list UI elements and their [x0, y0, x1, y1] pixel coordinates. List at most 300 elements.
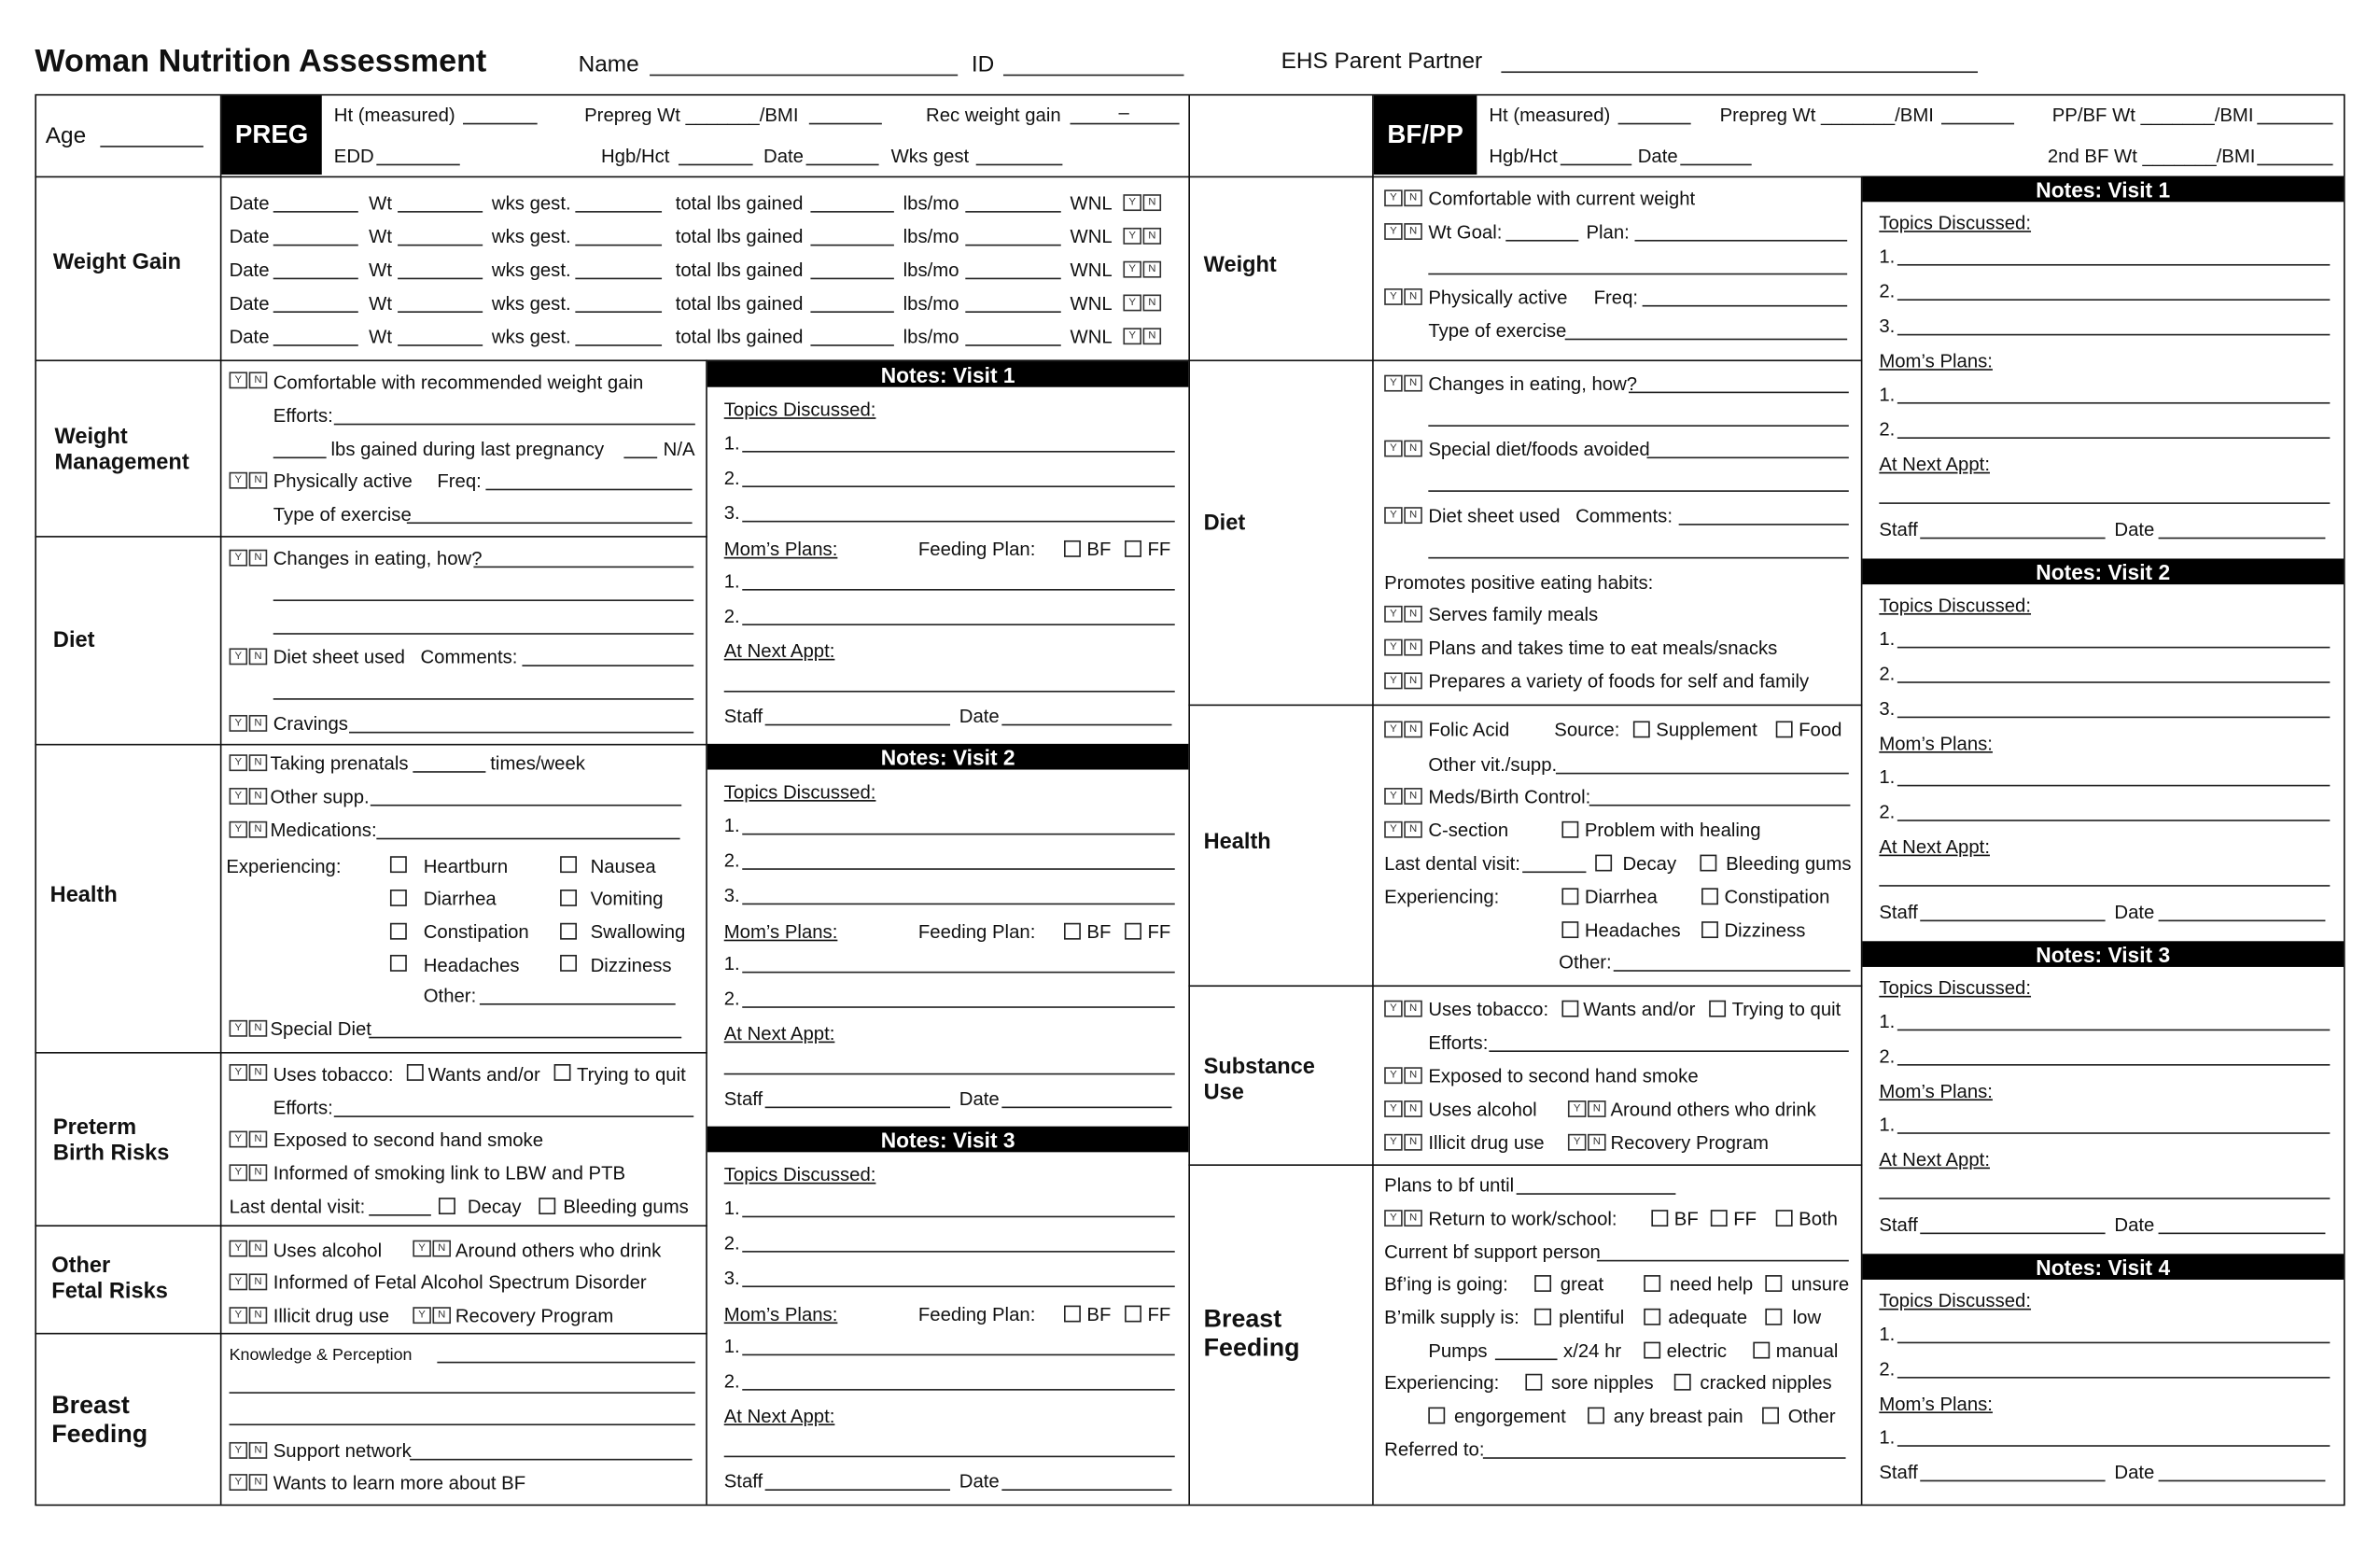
b-needhelp-label: need help: [1669, 1273, 1754, 1296]
yn-toggle[interactable]: Y N: [230, 1273, 269, 1290]
yn-toggle[interactable]: Y N: [1384, 1210, 1423, 1227]
rh-csection-label: C-section: [1428, 820, 1509, 841]
yn-toggle[interactable]: Y N: [230, 1241, 269, 1257]
yn-toggle[interactable]: Y N: [1384, 639, 1423, 656]
preg-prepreg-label: Prepreg Wt _______/BMI: [584, 105, 799, 126]
wg-lbsmo-label: lbs/mo: [903, 292, 959, 315]
b-adequate-label: adequate: [1668, 1307, 1748, 1328]
line-number: 1.: [1879, 766, 1896, 789]
bf-prepreg-label: Prepreg Wt _______/BMI: [1719, 105, 1934, 126]
rh-folic-label: Folic Acid: [1428, 719, 1510, 741]
wg-lbsmo-field[interactable]: [965, 245, 1060, 246]
wg-total-field[interactable]: [810, 245, 893, 246]
note-line[interactable]: [1897, 647, 2330, 649]
h-dizziness-label: Dizziness: [590, 954, 672, 976]
yn-toggle[interactable]: Y N: [230, 648, 269, 665]
h-prenatals-label: Taking prenatals: [270, 752, 409, 775]
date-label: Date: [2114, 519, 2155, 540]
yn-toggle[interactable]: Y N: [1384, 223, 1423, 240]
name-field[interactable]: [650, 75, 958, 77]
yn-toggle[interactable]: Y N: [230, 821, 269, 838]
bf-ht-label: Ht (measured): [1489, 105, 1611, 126]
preg-tag: PREG: [221, 95, 321, 175]
w-active-label: Physically active: [1428, 287, 1568, 309]
partner-label: EHS Parent Partner: [1281, 49, 1483, 75]
preg-edd-label: EDD: [333, 146, 374, 167]
date-field[interactable]: [1001, 1107, 1171, 1109]
of-illicit-label: Illicit drug use: [273, 1305, 390, 1327]
checkbox[interactable]: [1534, 1275, 1551, 1292]
next-appt-label: At Next Appt:: [1879, 454, 1990, 476]
rh-dental-label: Last dental visit:: [1384, 852, 1520, 875]
checkbox[interactable]: [1561, 921, 1578, 938]
wg-date-field[interactable]: [273, 344, 358, 346]
wg-date-label: Date: [229, 326, 270, 348]
rh-dizziness-label: Dizziness: [1724, 919, 1806, 942]
note-line[interactable]: [1897, 717, 2330, 719]
yn-toggle[interactable]: Y N: [413, 1307, 452, 1324]
checkbox[interactable]: [1644, 1342, 1660, 1359]
bf-knowledge-label: Knowledge & Perception: [229, 1346, 413, 1366]
line-number: 1.: [723, 1198, 740, 1219]
topics-label: Topics Discussed:: [1879, 977, 2032, 1000]
wg-wt-field[interactable]: [398, 211, 483, 213]
checkbox[interactable]: [1525, 1374, 1542, 1391]
wg-date-label: Date: [229, 226, 270, 248]
next-appt-label: At Next Appt:: [1879, 836, 1990, 858]
next-appt-line[interactable]: [1879, 885, 2330, 887]
staff-field[interactable]: [1920, 920, 2105, 922]
wg-date-field[interactable]: [273, 245, 358, 246]
staff-field[interactable]: [765, 1489, 950, 1491]
yn-toggle[interactable]: Y N: [230, 1064, 269, 1081]
h-meds-label: Medications:: [270, 820, 377, 841]
yn-toggle[interactable]: Y N: [230, 1131, 269, 1148]
wg-total-field[interactable]: [810, 311, 893, 313]
wm-efforts-field[interactable]: [334, 424, 695, 426]
checkbox[interactable]: [560, 955, 577, 972]
wg-total-label: total lbs gained: [675, 326, 804, 348]
checkbox[interactable]: [1428, 1408, 1445, 1424]
checkbox[interactable]: [1561, 888, 1578, 904]
line-number: 2.: [723, 605, 740, 627]
yn-toggle[interactable]: Y N: [1384, 606, 1423, 623]
b-great-label: great: [1560, 1273, 1604, 1296]
yn-toggle[interactable]: Y N: [1384, 821, 1423, 838]
d-serves-label: Serves family meals: [1428, 604, 1599, 626]
bf-2ndbf-label: 2nd BF Wt _______/BMI: [2047, 146, 2256, 167]
note-line[interactable]: [742, 904, 1174, 905]
topics-label: Topics Discussed:: [1879, 1290, 2032, 1312]
checkbox[interactable]: [1064, 540, 1081, 557]
pb-dental-label: Last dental visit:: [229, 1196, 366, 1218]
yn-toggle[interactable]: Y N: [230, 1442, 269, 1459]
rh-food-label: Food: [1799, 719, 1842, 741]
preg-date-label: Date: [763, 146, 804, 167]
b-low-label: low: [1792, 1307, 1822, 1328]
checkbox[interactable]: [1561, 1001, 1578, 1017]
note-line[interactable]: [1897, 299, 2330, 301]
checkbox[interactable]: [554, 1064, 571, 1081]
checkbox[interactable]: [1765, 1309, 1782, 1325]
checkbox[interactable]: [1588, 1408, 1604, 1424]
yn-toggle[interactable]: Y N: [1384, 672, 1423, 689]
section-breast-right: Breast Feeding: [1203, 1305, 1300, 1362]
wg-wks-label: wks gest.: [491, 326, 571, 348]
yn-toggle[interactable]: Y N: [1384, 788, 1423, 805]
yn-toggle[interactable]: Y N: [230, 371, 269, 388]
wg-wt-label: Wt: [369, 192, 393, 215]
note-line[interactable]: [1897, 264, 2330, 266]
checkbox[interactable]: [407, 1064, 424, 1081]
rh-constipation-label: Constipation: [1724, 886, 1830, 908]
h-nausea-label: Nausea: [590, 856, 656, 877]
next-appt-line[interactable]: [1879, 1198, 2330, 1199]
s-alcohol-label: Uses alcohol: [1428, 1099, 1537, 1121]
checkbox[interactable]: [1700, 855, 1716, 872]
feeding-plan-label: Feeding Plan:: [917, 921, 1036, 943]
note-line[interactable]: [742, 868, 1174, 870]
checkbox[interactable]: [1776, 721, 1793, 737]
yn-toggle[interactable]: Y N: [1123, 294, 1162, 311]
wg-total-label: total lbs gained: [675, 292, 804, 315]
checkbox[interactable]: [1595, 855, 1612, 872]
yn-toggle[interactable]: Y N: [230, 550, 269, 567]
wg-total-label: total lbs gained: [675, 192, 804, 215]
yn-toggle[interactable]: Y N: [1384, 1001, 1423, 1017]
plan-line[interactable]: [742, 589, 1174, 591]
w-goal-label: Wt Goal:: [1428, 221, 1503, 244]
plan-line[interactable]: [742, 1389, 1174, 1391]
note-line[interactable]: [742, 1216, 1174, 1218]
section-diet-right: Diet: [1203, 512, 1246, 537]
line-number: 3.: [723, 885, 740, 906]
wg-total-field[interactable]: [810, 278, 893, 280]
plan-line[interactable]: [1897, 402, 2330, 404]
note-line[interactable]: [742, 1251, 1174, 1253]
wg-date-field[interactable]: [273, 311, 358, 313]
pb-informed-label: Informed of smoking link to LBW and PTB: [273, 1162, 626, 1185]
yn-toggle[interactable]: Y N: [1123, 261, 1162, 278]
section-preterm: Preterm Birth Risks: [52, 1115, 170, 1166]
section-weight-management: Weight Management: [54, 425, 189, 476]
staff-label: Staff: [723, 706, 763, 727]
yn-toggle[interactable]: Y N: [1384, 1134, 1423, 1151]
d-prepares-label: Prepares a variety of foods for self and family: [1428, 670, 1810, 693]
topics-label: Topics Discussed:: [723, 1164, 876, 1186]
pb-wants-label: Wants and/or: [427, 1064, 540, 1086]
line-number: 1.: [1879, 1324, 1896, 1345]
wm-comfortable-label: Comfortable with recommended weight gain: [273, 371, 644, 394]
b-experiencing-label: Experiencing:: [1384, 1372, 1500, 1394]
yn-toggle[interactable]: Y N: [1384, 288, 1423, 305]
rh-experiencing-label: Experiencing:: [1384, 886, 1500, 908]
wg-lbsmo-field[interactable]: [965, 278, 1060, 280]
checkbox[interactable]: [560, 856, 577, 873]
plan-line[interactable]: [742, 624, 1174, 625]
checkbox[interactable]: [390, 856, 407, 873]
checkbox[interactable]: [390, 923, 407, 940]
form-title: Woman Nutrition Assessment: [35, 44, 487, 79]
checkbox[interactable]: [1753, 1342, 1770, 1359]
date-field[interactable]: [2159, 1480, 2326, 1482]
date-label: Date: [959, 706, 1000, 727]
b-ff-label: FF: [1733, 1208, 1757, 1230]
line-number: 3.: [1879, 315, 1896, 338]
yn-toggle[interactable]: Y N: [1384, 441, 1423, 457]
diet-sheet-label: Diet sheet used: [273, 646, 405, 668]
wg-wt-label: Wt: [369, 259, 393, 281]
of-fasd-label: Informed of Fetal Alcohol Spectrum Disorder: [273, 1271, 647, 1294]
line-number: 2.: [1879, 280, 1896, 302]
next-appt-line[interactable]: [1879, 502, 2330, 504]
id-label: ID: [971, 51, 995, 77]
wg-wks-field[interactable]: [575, 344, 662, 346]
w-type-label: Type of exercise: [1428, 320, 1567, 342]
of-recovery-label: Recovery Program: [455, 1305, 614, 1327]
checkbox[interactable]: [560, 923, 577, 940]
checkbox[interactable]: [390, 955, 407, 972]
note-line[interactable]: [742, 521, 1174, 523]
preg-ht-label: Ht (measured): [333, 105, 455, 126]
staff-field[interactable]: [765, 1107, 950, 1109]
checkbox[interactable]: [1561, 821, 1578, 838]
wg-wt-field[interactable]: [398, 245, 483, 246]
note-line[interactable]: [1897, 1342, 2330, 1344]
yn-toggle[interactable]: Y N: [230, 1164, 269, 1181]
b-both-label: Both: [1799, 1208, 1838, 1230]
line-number: 1.: [1879, 245, 1896, 268]
section-health-right: Health: [1203, 830, 1271, 855]
checkbox[interactable]: [1674, 1374, 1691, 1391]
checkbox[interactable]: [1125, 540, 1141, 557]
note-line[interactable]: [1897, 1377, 2330, 1379]
moms-plans-label: Mom’s Plans:: [1879, 350, 1993, 372]
section-other-fetal: Other Fetal Risks: [51, 1254, 168, 1304]
age-field[interactable]: [100, 146, 203, 147]
checkbox[interactable]: [1776, 1210, 1793, 1227]
wg-wt-field[interactable]: [398, 278, 483, 280]
checkbox[interactable]: [1064, 1306, 1081, 1323]
yn-toggle[interactable]: Y N: [1384, 721, 1423, 737]
staff-field[interactable]: [1920, 1480, 2105, 1482]
line-number: 2.: [1879, 1045, 1896, 1068]
wg-lbsmo-label: lbs/mo: [903, 326, 959, 348]
date-label: Date: [959, 1470, 1000, 1493]
note-line[interactable]: [1897, 334, 2330, 336]
next-appt-line[interactable]: [724, 691, 1175, 693]
yn-toggle[interactable]: Y N: [230, 715, 269, 732]
date-label: Date: [2114, 1462, 2155, 1483]
checkbox[interactable]: [1651, 1210, 1668, 1227]
wg-wks-field[interactable]: [575, 211, 662, 213]
date-field[interactable]: [2159, 1233, 2326, 1235]
staff-label: Staff: [723, 1470, 763, 1493]
s-wants-label: Wants and/or: [1583, 999, 1696, 1020]
pb-smoke-label: Exposed to second hand smoke: [273, 1128, 544, 1151]
plan-line[interactable]: [742, 1006, 1174, 1008]
note-line[interactable]: [742, 451, 1174, 453]
yn-toggle[interactable]: Y N: [1568, 1100, 1607, 1117]
d-plans-label: Plans and takes time to eat meals/snacks: [1428, 638, 1778, 659]
wg-wt-field[interactable]: [398, 344, 483, 346]
plan-line[interactable]: [742, 1354, 1174, 1356]
plan-line[interactable]: [742, 972, 1174, 974]
yn-toggle[interactable]: Y N: [1384, 375, 1423, 392]
rh-othervit-label: Other vit./supp.: [1428, 754, 1558, 777]
checkbox[interactable]: [1633, 721, 1650, 737]
b-manual-label: manual: [1775, 1339, 1839, 1362]
checkbox[interactable]: [1125, 923, 1141, 940]
d-changes-label: Changes in eating, how?: [1428, 373, 1638, 395]
wg-lbsmo-field[interactable]: [965, 211, 1060, 213]
checkbox[interactable]: [1709, 1001, 1726, 1017]
line-number: 3.: [723, 1267, 740, 1289]
date-field[interactable]: [1001, 724, 1171, 726]
notes-visit-band: Notes: Visit 2: [1862, 558, 2344, 584]
checkbox[interactable]: [1534, 1309, 1551, 1325]
yn-toggle[interactable]: Y N: [1123, 328, 1162, 344]
yn-toggle[interactable]: Y N: [1384, 1067, 1423, 1084]
note-line[interactable]: [742, 485, 1174, 487]
yn-toggle[interactable]: Y N: [230, 1020, 269, 1037]
partner-field[interactable]: [1501, 71, 1978, 73]
line-number: 2.: [723, 1232, 740, 1255]
wg-lbsmo-label: lbs/mo: [903, 259, 959, 281]
plan-line[interactable]: [1897, 785, 2330, 787]
staff-label: Staff: [1879, 902, 1918, 923]
date-field[interactable]: [2159, 920, 2326, 922]
checkbox[interactable]: [1125, 1306, 1141, 1323]
wg-wks-label: wks gest.: [491, 259, 571, 281]
checkbox[interactable]: [1701, 921, 1718, 938]
next-appt-line[interactable]: [724, 1456, 1175, 1458]
note-line[interactable]: [1897, 1064, 2330, 1066]
moms-plans-label: Mom’s Plans:: [1879, 1080, 1993, 1102]
feeding-ff-label: FF: [1147, 539, 1171, 561]
staff-field[interactable]: [765, 724, 950, 726]
wg-lbsmo-field[interactable]: [965, 344, 1060, 346]
plan-line[interactable]: [1897, 437, 2330, 439]
yn-toggle[interactable]: Y N: [230, 1474, 269, 1491]
note-line[interactable]: [742, 834, 1174, 835]
w-plan-label: Plan:: [1586, 221, 1630, 244]
notes-visit-band: Notes: Visit 4: [1862, 1254, 2344, 1280]
yn-toggle[interactable]: Y N: [230, 472, 269, 489]
moms-plans-label: Mom’s Plans:: [1879, 733, 1993, 755]
b-supply-label: B’milk supply is:: [1384, 1307, 1519, 1328]
bfpp-tag: BF/PP: [1374, 95, 1477, 175]
w-freq-label: Freq:: [1593, 287, 1639, 309]
next-appt-line[interactable]: [724, 1073, 1175, 1075]
s-tobacco-label: Uses tobacco:: [1428, 999, 1549, 1020]
checkbox[interactable]: [1644, 1275, 1660, 1292]
checkbox[interactable]: [1765, 1275, 1782, 1292]
topics-label: Topics Discussed:: [723, 399, 876, 421]
checkbox[interactable]: [1711, 1210, 1728, 1227]
wg-wt-field[interactable]: [398, 311, 483, 313]
yn-toggle[interactable]: Y N: [1568, 1134, 1607, 1151]
yn-toggle[interactable]: Y N: [1384, 507, 1423, 524]
date-field[interactable]: [2159, 538, 2326, 540]
note-line[interactable]: [742, 1285, 1174, 1287]
checkbox[interactable]: [1701, 888, 1718, 904]
checkbox[interactable]: [1064, 923, 1081, 940]
note-line[interactable]: [1897, 681, 2330, 683]
wg-lbsmo-field[interactable]: [965, 311, 1060, 313]
yn-toggle[interactable]: Y N: [413, 1241, 452, 1257]
bf-date-label: Date: [1637, 146, 1678, 167]
h-constipation-label: Constipation: [423, 921, 529, 943]
plan-line[interactable]: [1897, 1132, 2330, 1134]
notes-visit-band: Notes: Visit 1: [1862, 176, 2344, 203]
wg-wnl-label: WNL: [1070, 326, 1113, 348]
yn-toggle[interactable]: Y N: [230, 754, 269, 771]
date-field[interactable]: [1001, 1489, 1171, 1491]
topics-label: Topics Discussed:: [1879, 212, 2032, 234]
wg-wks-field[interactable]: [575, 245, 662, 246]
rh-diarrhea-label: Diarrhea: [1584, 886, 1658, 908]
b-support-label: Current bf support person: [1384, 1241, 1601, 1264]
b-pumps-label: Pumps: [1428, 1339, 1488, 1362]
feeding-ff-label: FF: [1147, 1303, 1171, 1325]
wg-date-field[interactable]: [273, 278, 358, 280]
plan-line[interactable]: [1897, 820, 2330, 821]
s-illicit-label: Illicit drug use: [1428, 1132, 1545, 1154]
staff-field[interactable]: [1920, 1233, 2105, 1235]
diet-cravings-label: Cravings: [273, 713, 348, 736]
checkbox[interactable]: [560, 890, 577, 906]
rh-bleeding-label: Bleeding gums: [1726, 852, 1852, 875]
checkbox[interactable]: [1762, 1408, 1779, 1424]
checkbox[interactable]: [439, 1198, 455, 1214]
wg-wks-field[interactable]: [575, 278, 662, 280]
h-diarrhea-label: Diarrhea: [423, 888, 497, 910]
wg-wks-field[interactable]: [575, 311, 662, 313]
wg-total-field[interactable]: [810, 211, 893, 213]
s-recovery-label: Recovery Program: [1610, 1132, 1769, 1154]
line-number: 2.: [723, 467, 740, 489]
plan-line[interactable]: [1897, 1445, 2330, 1447]
wg-total-field[interactable]: [810, 344, 893, 346]
id-field[interactable]: [1003, 75, 1184, 77]
wm-freq-label: Freq:: [437, 470, 482, 492]
b-plans-label: Plans to bf until: [1384, 1174, 1515, 1197]
h-heartburn-label: Heartburn: [423, 856, 509, 877]
yn-toggle[interactable]: Y N: [230, 788, 269, 805]
yn-toggle[interactable]: Y N: [1123, 228, 1162, 245]
note-line[interactable]: [1897, 1030, 2330, 1031]
checkbox[interactable]: [1644, 1309, 1660, 1325]
line-number: 2.: [1879, 1358, 1896, 1381]
wg-date-field[interactable]: [273, 211, 358, 213]
yn-toggle[interactable]: Y N: [1123, 194, 1162, 211]
yn-toggle[interactable]: Y N: [1384, 1100, 1423, 1117]
staff-label: Staff: [1879, 1462, 1918, 1483]
checkbox[interactable]: [539, 1198, 555, 1214]
date-label: Date: [959, 1088, 1000, 1110]
staff-field[interactable]: [1920, 538, 2105, 540]
yn-toggle[interactable]: Y N: [1384, 189, 1423, 206]
w-comfortable-label: Comfortable with current weight: [1428, 188, 1696, 210]
b-other-label: Other: [1787, 1405, 1836, 1427]
checkbox[interactable]: [390, 890, 407, 906]
yn-toggle[interactable]: Y N: [230, 1307, 269, 1324]
b-unsure-label: unsure: [1790, 1273, 1850, 1296]
section-breast-left: Breast Feeding: [51, 1392, 148, 1449]
line-number: 1.: [723, 815, 740, 837]
wm-lbs-field[interactable]: [273, 457, 327, 459]
